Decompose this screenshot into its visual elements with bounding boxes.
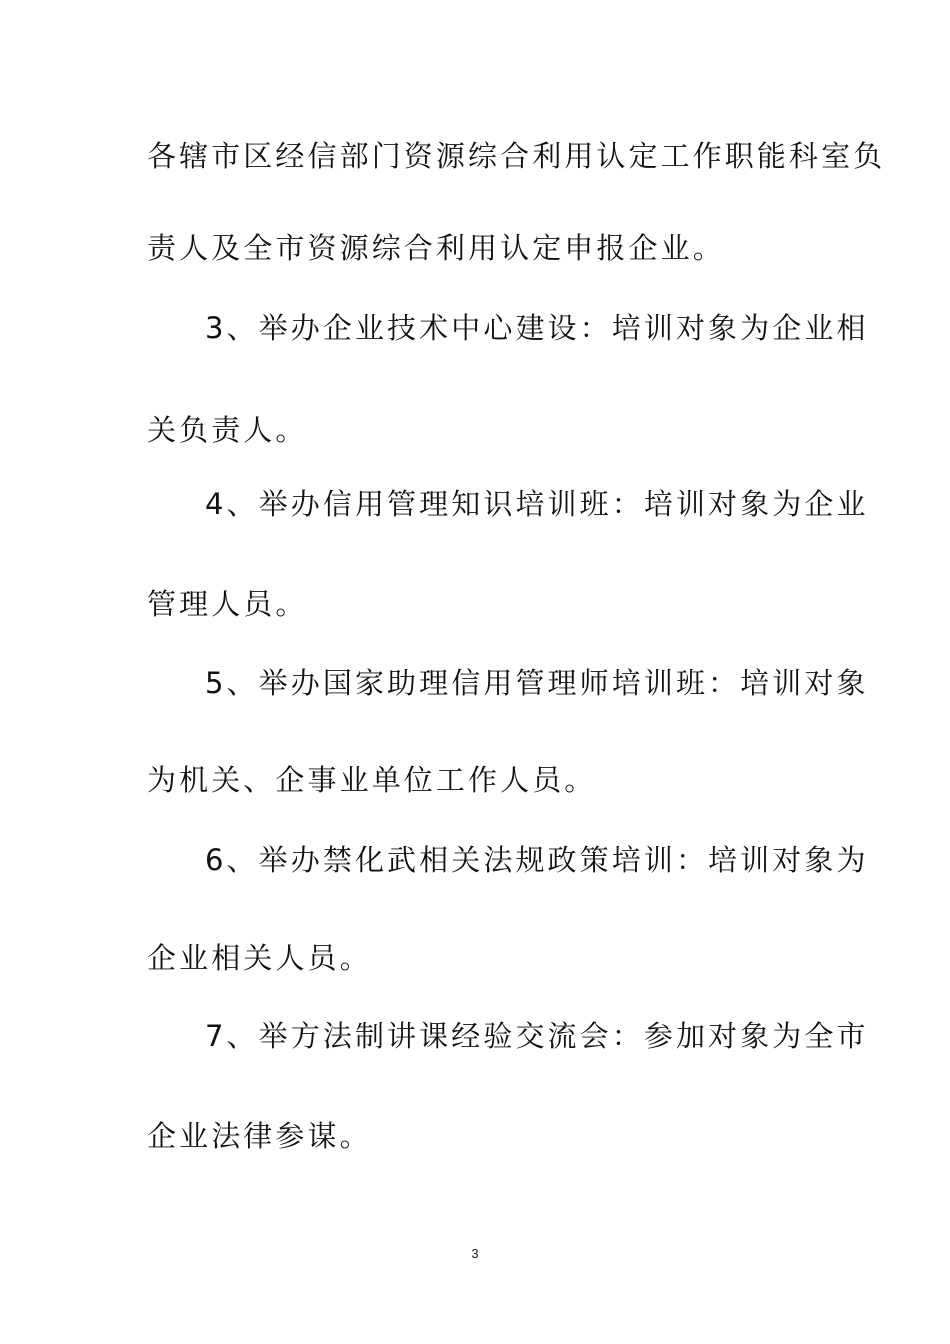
paragraph-line: 责人及全市资源综合利用认定申报企业。 xyxy=(147,231,725,265)
list-item-5-continuation: 为机关、企事业单位工作人员。 xyxy=(147,763,597,797)
list-item-6-continuation: 企业相关人员。 xyxy=(147,941,372,975)
list-item-3-continuation: 关负责人。 xyxy=(147,413,308,447)
list-item-7-line: 7、举方法制讲课经验交流会：参加对象为全市 xyxy=(205,1019,869,1053)
page-number: 3 xyxy=(471,1246,479,1261)
list-item-3-line: 3、举办企业技术中心建设：培训对象为企业相 xyxy=(205,311,869,345)
list-item-4-continuation: 管理人员。 xyxy=(147,587,308,621)
list-item-6-line: 6、举办禁化武相关法规政策培训：培训对象为 xyxy=(205,843,869,877)
paragraph-line: 各辖市区经信部门资源综合利用认定工作职能科室负 xyxy=(147,139,886,173)
list-item-7-continuation: 企业法律参谋。 xyxy=(147,1119,372,1153)
list-item-5-line: 5、举办国家助理信用管理师培训班：培训对象 xyxy=(205,666,869,700)
list-item-4-line: 4、举办信用管理知识培训班：培训对象为企业 xyxy=(205,487,869,521)
